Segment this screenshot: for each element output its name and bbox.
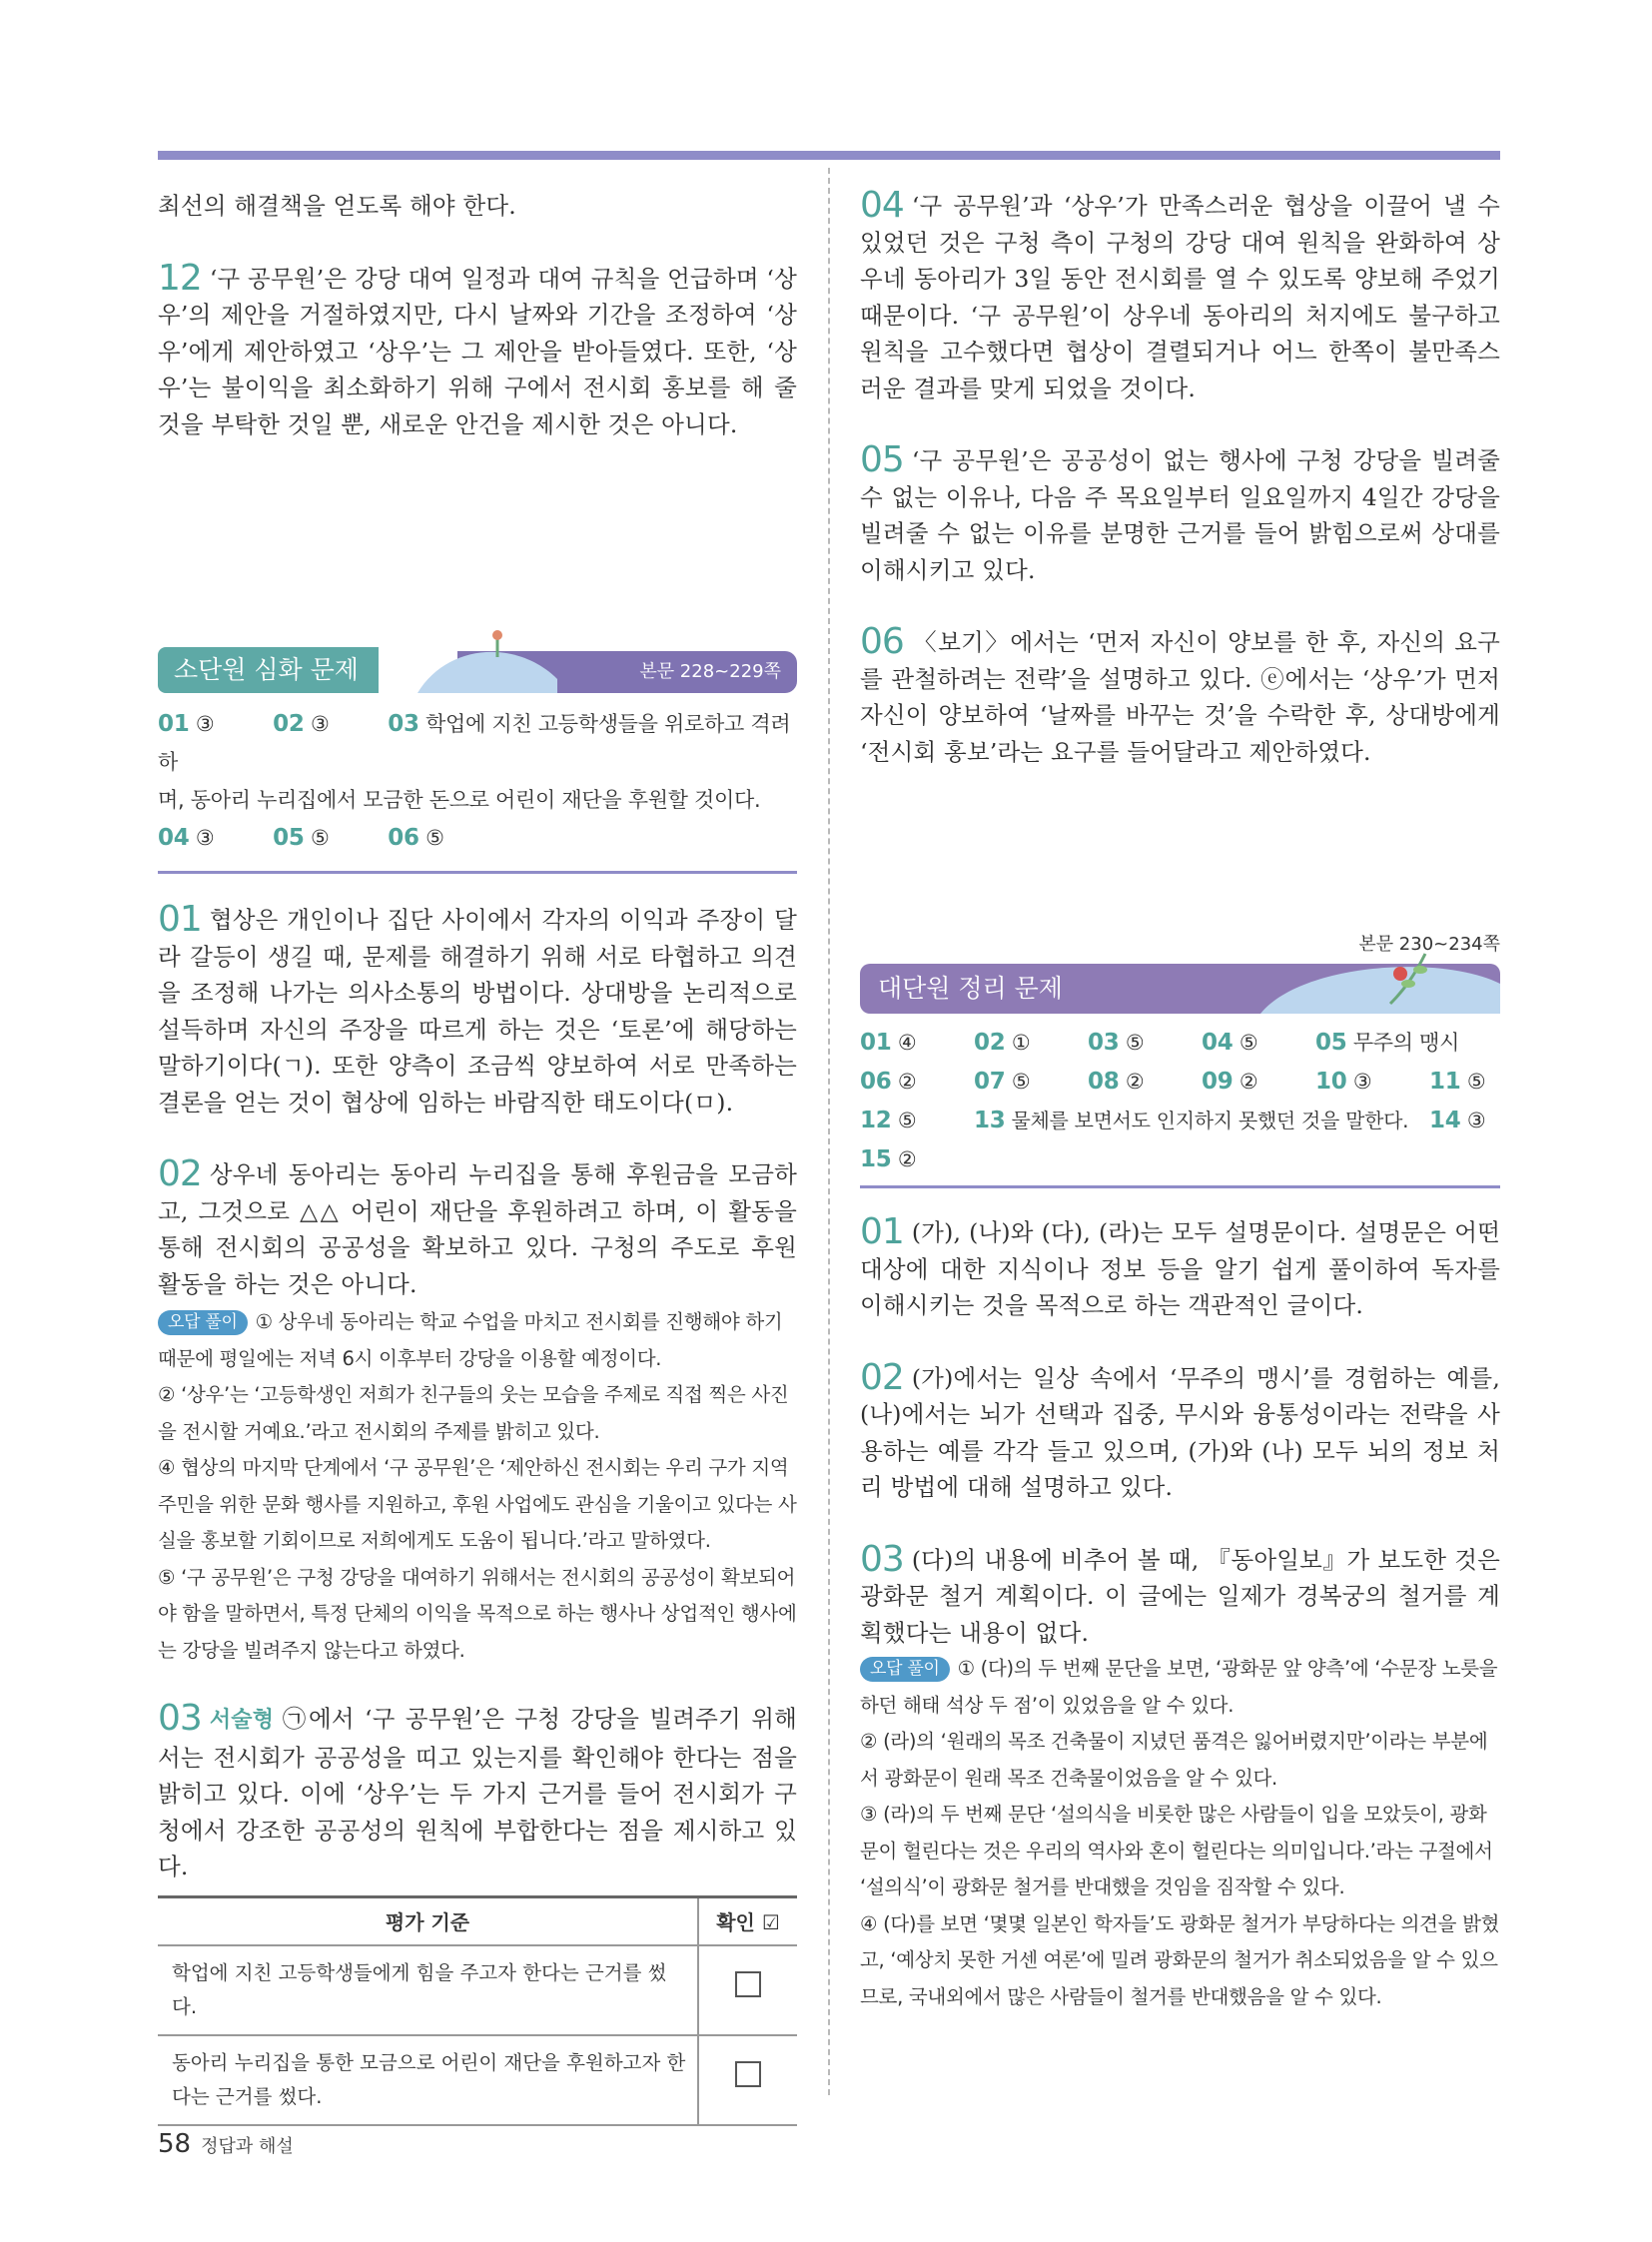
top-rule [158, 151, 1500, 160]
odap-badge: 오답 풀이 [158, 1310, 248, 1335]
checkbox-icon[interactable] [735, 2061, 761, 2087]
answer-02 [158, 1153, 797, 1302]
check-cell [698, 1945, 797, 2035]
section-header-daedanwon [860, 964, 1500, 1014]
section-title: 소단원 심화 문제 [158, 647, 379, 693]
answer-r03 [860, 1538, 1500, 1652]
table-row [158, 2035, 797, 2125]
answer-text: 협상은 개인이나 집단 사이에서 각자의 이익과 주장이 달라 갈등이 생길 때, 문제를 해결하기 위해 서로 타협하고 의견을 조정해 나가는 의사소통의 방법이다. 상대방을 논리적으로 설득하며 자신의 주장을 따르게 하는 것은 ‘토론’에 해당하는 말하기이다(ㄱ). 또한 양측이 조금씩 양보하여 서로 만족하는 결론을 얻는 것이 협상에 임하는 바람직한 태도이다(ㅁ). [158, 906, 797, 1117]
explanation-item: ② (라)의 ‘원래의 목조 건축물이 지녔던 품격은 잃어버렸지만’이라는 부분에서 광화문이 원래 목조 건축물이었음을 알 수 있다. [860, 1730, 1488, 1790]
explanation-item: ② ‘상우’는 ‘고등학생인 저희가 친구들의 웃는 모습을 주제로 직접 찍은 사진을 전시할 거예요.’라고 전시회의 주제를 밝히고 있다. [158, 1383, 789, 1443]
section-pages-2: 본문 230~234쪽 [1358, 934, 1500, 955]
essay-tag: 서술형 [209, 1708, 275, 1733]
header-check: 확인 ☑ [698, 1896, 797, 1945]
question-number: 02 [158, 1153, 202, 1194]
evaluation-table [158, 1895, 797, 2126]
answer-04 [860, 185, 1500, 406]
answer-text: ‘구 공무원’과 ‘상우’가 만족스러운 협상을 이끌어 낼 수 있었던 것은 구청 측이 구청의 강당 대여 원칙을 완화하여 상우네 동아리가 3일 동안 전시회를 열 수 있도록 양보해 주었기 때문이다. ‘구 공무원’이 상우네 동아리의 처지에도 불구하고 원칙을 고수했다면 협상이 결렬되거나 어느 한쪽이 불만족스러운 결과를 맞게 되었을 것이다. [860, 192, 1500, 402]
answer-key-daedanwon: 01 ④ 02 ① 03 ⑤ 04 ⑤ 05 무주의 맹시 06 ② 07 ⑤ 08 ② 09 ② 10 ③ 11 ⑤ 12 ⑤ 13 물체를 보면서도 인지하지 못했던 것을 말한다. 14 ③ 15 ② [860, 1030, 1486, 1172]
answer-row: 01 ③ 02 ③ 03 학업에 지친 고등학생들을 위로하고 격려하 [158, 711, 791, 774]
odap-badge: 오답 풀이 [860, 1657, 950, 1682]
answer-text: 상우네 동아리는 동아리 누리집을 통해 후원금을 모금하고, 그것으로 △△ 어린이 재단을 후원하려고 하며, 이 활동을 통해 전시회의 공공성을 확보하고 있다. 구청의 주도로 후원 활동을 하는 것은 아니다. [158, 1160, 797, 1298]
section-pages: 본문 228~229쪽 [639, 661, 781, 682]
section-header-sodanwon [158, 647, 797, 693]
question-number: 12 [158, 257, 202, 299]
footer-label: 정답과 해설 [201, 2136, 294, 2157]
answer-text: ㉠에서 ‘구 공무원’은 구청 강당을 빌려주기 위해서는 전시회가 공공성을 띠고 있는지를 확인해야 한다는 점을 밝히고 있다. 이에 ‘상우’는 두 가지 근거를 들어 전시회가 구청에서 강조한 공공성의 원칙에 부합한다는 점을 제시하고 있다. [158, 1705, 797, 1880]
answer-text: ‘구 공무원’은 강당 대여 일정과 대여 규칙을 언급하며 ‘상우’의 제안을 거절하였지만, 다시 날짜와 기간을 조정하여 ‘상우’에게 제안하였고 ‘상우’는 그 제안을 받아들였다. 또한, ‘상우’는 불이익을 최소화하기 위해 구에서 전시회 홍보를 해 줄 것을 부탁한 것일 뿐, 새로운 안건을 제시한 것은 아니다. [158, 264, 798, 438]
question-number: 02 [860, 1356, 904, 1398]
intro-text: 최선의 해결책을 얻도록 해야 한다. [158, 192, 516, 220]
question-number: 04 [860, 185, 904, 226]
answer-row: 04 ③ 05 ⑤ 06 ⑤ [158, 825, 444, 851]
explanation-item: ④ (다)를 보면 ‘몇몇 일본인 학자들’도 광화문 철거가 부당하다는 의견을 밝혔고, ‘예상치 못한 거센 여론’에 밀려 광화문의 철거가 취소되었음을 알 수 있으므로, 국내외에서 많은 사람들이 철거를 반대했음을 알 수 있다. [860, 1911, 1500, 2008]
left-column [158, 180, 797, 2126]
explanation-item: ③ (라)의 두 번째 문단 ‘설의식을 비롯한 많은 사람들이 입을 모았듯이, 광화문이 헐린다는 것은 우리의 역사와 혼이 헐린다는 의미입니다.’라는 구절에서 ‘설의식’이 광화문 철거를 반대했을 것임을 짐작할 수 있다. [860, 1803, 1493, 1898]
answer-text: (가)에서는 일상 속에서 ‘무주의 맹시’를 경험하는 예를, (나)에서는 뇌가 선택과 집중, 무시와 융통성이라는 전략을 사용하는 예를 각각 들고 있으며, (가)와 (나) 모두 뇌의 정보 처리 방법에 대해 설명하고 있다. [860, 1363, 1500, 1501]
answer-01 [158, 899, 797, 1121]
section-title: 대단원 정리 문제 [878, 974, 1063, 1003]
wrong-answer-explanation: 오답 풀이 ① (다)의 두 번째 문단을 보면, ‘광화문 앞 양측’에 ‘수문장 노릇을 하던 해태 석상 두 점’이 있었음을 알 수 있다. [860, 1657, 1498, 1717]
question-number: 06 [860, 621, 904, 662]
answer-text: (가), (나)와 (다), (라)는 모두 설명문이다. 설명문은 어떤 대상에 대한 지식이나 정보 등을 알기 쉽게 풀이하여 독자를 이해시키는 것을 목적으로 하는 객관적인 글이다. [860, 1218, 1500, 1319]
table-row [158, 1945, 797, 2035]
right-column [860, 180, 1500, 2015]
question-number: 05 [860, 439, 904, 480]
section-rule [158, 871, 797, 874]
criteria-cell: 동아리 누리집을 통한 모금으로 어린이 재단을 후원하고자 한다는 근거를 썼다. [158, 2035, 698, 2125]
header-criteria: 평가 기준 [158, 1896, 698, 1945]
explanation-item: ④ 협상의 마지막 단계에서 ‘구 공무원’은 ‘제안하신 전시회는 우리 구가 지역 주민을 위한 문화 행사를 지원하고, 후원 사업에도 관심을 기울이고 있다는 사실을 홍보할 기회이므로 저희에게도 도움이 됩니다.’라고 말하였다. [158, 1456, 797, 1552]
section-rule [860, 1185, 1500, 1188]
page-footer [158, 2129, 294, 2159]
criteria-cell: 학업에 지친 고등학생들에게 힘을 주고자 한다는 근거를 썼다. [158, 1945, 698, 2035]
answer-12 [158, 257, 798, 443]
answer-03 [158, 1698, 797, 1885]
answer-text: (다)의 내용에 비추어 볼 때, 『동아일보』가 보도한 것은 광화문 철거 계획이다. 이 글에는 일제가 경복궁의 철거를 계획했다는 내용이 없다. [860, 1545, 1500, 1647]
answer-06 [860, 621, 1500, 770]
question-number: 01 [158, 899, 202, 940]
page-number: 58 [158, 2129, 192, 2159]
checkbox-icon[interactable] [735, 1971, 761, 1997]
explanation-item: ⑤ ‘구 공무원’은 구청 강당을 대여하기 위해서는 전시회의 공공성이 확보되어야 함을 말하면서, 특정 단체의 이익을 목적으로 하는 행사나 상업적인 행사에는 강당을 빌려주지 않는다고 하였다. [158, 1565, 797, 1662]
answer-05 [860, 439, 1500, 588]
question-number: 01 [860, 1211, 904, 1252]
answer-key-sodanwon [158, 705, 797, 857]
check-cell [698, 2035, 797, 2125]
table-header [158, 1896, 797, 1945]
answer-r02 [860, 1356, 1500, 1506]
answer-text: 〈보기〉에서는 ‘먼저 자신이 양보를 한 후, 자신의 요구를 관철하려는 전략’을 설명하고 있다. ⓔ에서는 ‘상우’가 먼저 자신이 양보하여 ‘날짜를 바꾸는 것’을 수락한 후, 상대방에게 ‘전시회 홍보’라는 요구를 들어달라고 제안하였다. [860, 628, 1500, 766]
question-number: 03 [860, 1538, 904, 1580]
bird-branch-illustration-icon [1240, 944, 1500, 1014]
hill-illustration-icon [417, 629, 557, 693]
answer-row: 며, 동아리 누리집에서 모금한 돈으로 어린이 재단을 후원할 것이다. [158, 788, 761, 812]
question-number: 03 [158, 1698, 202, 1739]
column-divider [828, 168, 830, 2095]
answer-text: ‘구 공무원’은 공공성이 없는 행사에 구청 강당을 빌려줄 수 없는 이유나, 다음 주 목요일부터 일요일까지 4일간 강당을 빌려줄 수 없는 이유를 분명한 근거를 들어 밝힘으로써 상대를 이해시키고 있다. [860, 446, 1500, 584]
wrong-answer-explanation: 오답 풀이 ① 상우네 동아리는 학교 수업을 마치고 전시회를 진행해야 하기 때문에 평일에는 저녁 6시 이후부터 강당을 이용할 예정이다. [158, 1310, 783, 1370]
answer-r01 [860, 1211, 1500, 1324]
